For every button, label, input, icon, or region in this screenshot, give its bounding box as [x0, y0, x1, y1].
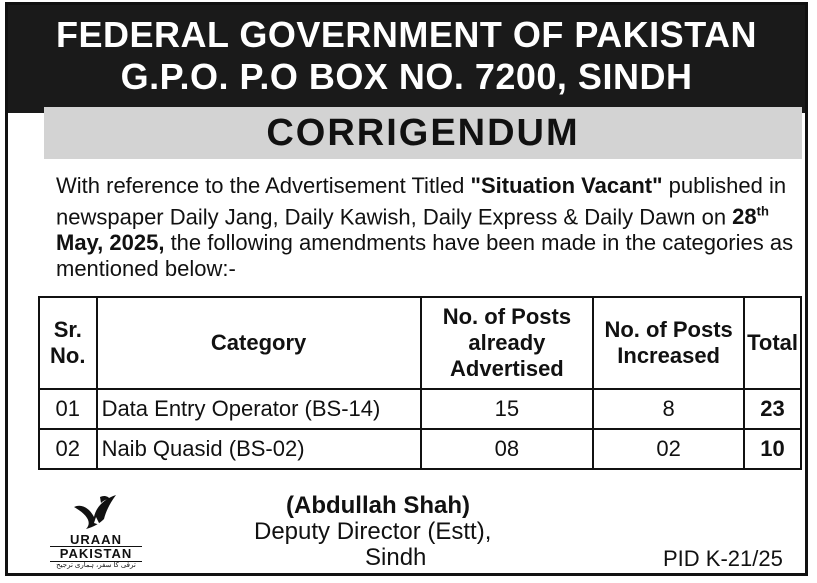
- row-category: Naib Quasid (BS-02): [97, 429, 421, 469]
- row-total: 23: [744, 389, 801, 429]
- row-sr-no: 02: [39, 429, 97, 469]
- header-line-1: FEDERAL GOVERNMENT OF PAKISTAN: [55, 14, 758, 55]
- intro-text-1: With reference to the Advertisement Titled: [56, 173, 471, 198]
- logo-line-1: URAAN: [70, 532, 122, 547]
- uraan-pakistan-logo: [50, 493, 142, 573]
- header-category: Category: [97, 297, 421, 389]
- intro-text-3: the following amendments have been made in the categories as mentioned below:-: [56, 230, 794, 282]
- row-total: 10: [744, 429, 801, 469]
- logo-tagline: ترقی کا سفر، ہماری ترجیح: [56, 562, 136, 569]
- signatory-name: (Abdullah Shah): [286, 492, 470, 519]
- signatory-location: Sindh: [365, 544, 427, 571]
- pid-number: PID K-21/25: [663, 546, 783, 571]
- header-posts-advertised: No. of Posts already Advertised: [421, 297, 594, 389]
- header-total: Total: [744, 297, 801, 389]
- table-row: [39, 389, 801, 429]
- advertisement-frame: [5, 2, 808, 576]
- intro-paragraph: [56, 173, 796, 282]
- intro-title-ref: "Situation Vacant": [470, 173, 663, 198]
- bird-icon: [70, 493, 122, 533]
- header-banner: [8, 5, 805, 113]
- logo-line-2: PAKISTAN: [50, 546, 142, 562]
- header-posts-increased: No. of Posts Increased: [593, 297, 744, 389]
- intro-date: 28th May, 2025,: [56, 204, 769, 256]
- row-posts-increased: 8: [593, 389, 744, 429]
- amendments-table: [38, 296, 802, 470]
- row-posts-advertised: 15: [421, 389, 594, 429]
- table-header-row: [39, 297, 801, 389]
- signatory-designation: Deputy Director (Estt),: [254, 518, 492, 545]
- row-posts-advertised: 08: [421, 429, 594, 469]
- header-sr-no: Sr. No.: [39, 297, 97, 389]
- intro-text-2: published in newspaper Daily Jang, Daily Kawish, Daily Express & Daily Dawn on: [56, 173, 787, 230]
- table-row: [39, 429, 801, 469]
- corrigendum-title: CORRIGENDUM: [44, 107, 802, 159]
- header-line-2: G.P.O. P.O BOX NO. 7200, SINDH: [120, 56, 693, 97]
- row-posts-increased: 02: [593, 429, 744, 469]
- row-sr-no: 01: [39, 389, 97, 429]
- row-category: Data Entry Operator (BS-14): [97, 389, 421, 429]
